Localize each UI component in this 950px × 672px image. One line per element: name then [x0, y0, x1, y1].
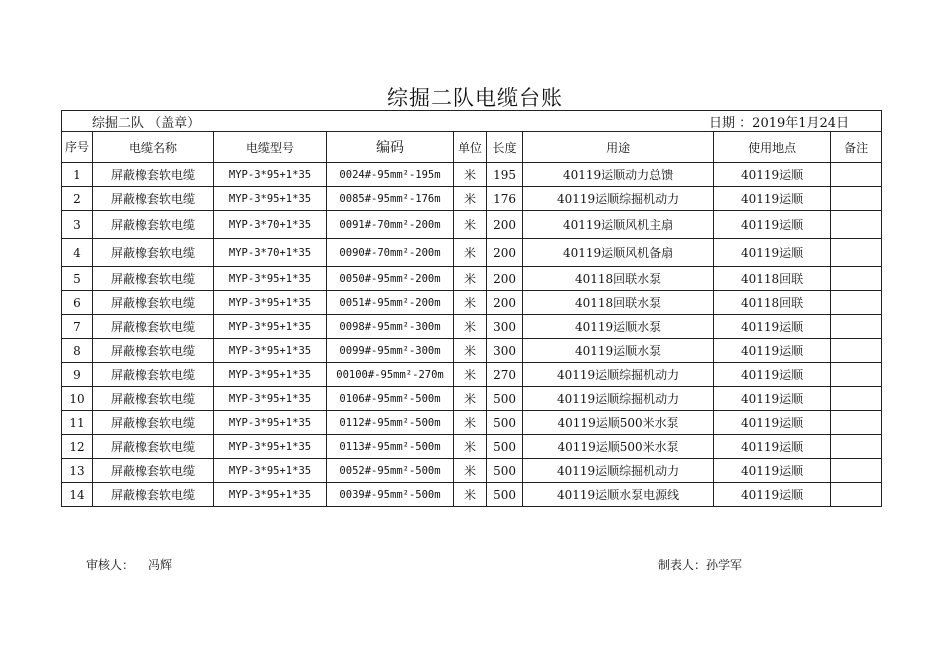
- cell-unit: 米: [454, 363, 487, 387]
- header-unit: 单位: [454, 132, 487, 163]
- cell-cable-code: 0098#-95mm²-300m: [327, 315, 454, 339]
- cell-use: 40118回联水泵: [523, 267, 714, 291]
- cell-length: 500: [487, 459, 523, 483]
- cell-location: 40119运顺: [714, 211, 831, 239]
- cell-cable-code: 0039#-95mm²-500m: [327, 483, 454, 507]
- table-row: [62, 459, 882, 483]
- cell-use: 40119运顺综掘机动力: [523, 387, 714, 411]
- cell-unit: 米: [454, 483, 487, 507]
- cell-cable-model: MYP-3*95+1*35: [214, 267, 327, 291]
- cell-length: 300: [487, 315, 523, 339]
- cell-use: 40119运顺综掘机动力: [523, 363, 714, 387]
- maker-label: 制表人：: [658, 558, 707, 572]
- cell-seq: 2: [62, 187, 93, 211]
- cell-location: 40119运顺: [714, 435, 831, 459]
- header-seq: 序号: [62, 132, 93, 163]
- info-row: [62, 111, 882, 132]
- cell-remark: [831, 315, 882, 339]
- cell-length: 176: [487, 187, 523, 211]
- header-length: 长度: [487, 132, 523, 163]
- cell-cable-model: MYP-3*95+1*35: [214, 435, 327, 459]
- cell-cable-code: 0091#-70mm²-200m: [327, 211, 454, 239]
- cell-remark: [831, 411, 882, 435]
- cell-location: 40119运顺: [714, 187, 831, 211]
- table-row: [62, 435, 882, 459]
- cell-cable-model: MYP-3*70+1*35: [214, 211, 327, 239]
- cell-location: 40119运顺: [714, 459, 831, 483]
- cell-unit: 米: [454, 291, 487, 315]
- cell-seq: 10: [62, 387, 93, 411]
- cell-cable-name: 屏蔽橡套软电缆: [93, 187, 214, 211]
- cell-use: 40119运顺水泵: [523, 339, 714, 363]
- cell-cable-model: MYP-3*95+1*35: [214, 483, 327, 507]
- cell-cable-code: 00100#-95mm²-270m: [327, 363, 454, 387]
- cell-location: 40119运顺: [714, 239, 831, 267]
- cell-unit: 米: [454, 239, 487, 267]
- cell-seq: 3: [62, 211, 93, 239]
- cell-location: 40119运顺: [714, 387, 831, 411]
- cell-cable-model: MYP-3*95+1*35: [214, 363, 327, 387]
- cell-seq: 14: [62, 483, 93, 507]
- cell-cable-code: 0052#-95mm²-500m: [327, 459, 454, 483]
- cell-remark: [831, 211, 882, 239]
- header-model: 电缆型号: [214, 132, 327, 163]
- cell-cable-code: 0090#-70mm²-200m: [327, 239, 454, 267]
- cell-use: 40119运顺水泵: [523, 315, 714, 339]
- cell-cable-model: MYP-3*95+1*35: [214, 163, 327, 187]
- cell-remark: [831, 483, 882, 507]
- cell-cable-code: 0085#-95mm²-176m: [327, 187, 454, 211]
- table-row: [62, 363, 882, 387]
- cell-seq: 1: [62, 163, 93, 187]
- cell-cable-model: MYP-3*95+1*35: [214, 387, 327, 411]
- cell-unit: 米: [454, 315, 487, 339]
- table-row: [62, 315, 882, 339]
- cell-cable-name: 屏蔽橡套软电缆: [93, 211, 214, 239]
- cell-remark: [831, 239, 882, 267]
- cell-unit: 米: [454, 387, 487, 411]
- cell-length: 500: [487, 387, 523, 411]
- cell-unit: 米: [454, 435, 487, 459]
- header-remark: 备注: [831, 132, 882, 163]
- cell-location: 40118回联: [714, 291, 831, 315]
- cell-length: 200: [487, 291, 523, 315]
- cell-cable-code: 0112#-95mm²-500m: [327, 411, 454, 435]
- cell-cable-name: 屏蔽橡套软电缆: [93, 459, 214, 483]
- cell-cable-model: MYP-3*95+1*35: [214, 411, 327, 435]
- cell-cable-name: 屏蔽橡套软电缆: [93, 239, 214, 267]
- cell-seq: 11: [62, 411, 93, 435]
- cell-use: 40118回联水泵: [523, 291, 714, 315]
- cell-seq: 4: [62, 239, 93, 267]
- cell-cable-name: 屏蔽橡套软电缆: [93, 339, 214, 363]
- cell-cable-model: MYP-3*95+1*35: [214, 187, 327, 211]
- cell-seq: 13: [62, 459, 93, 483]
- cell-cable-code: 0050#-95mm²-200m: [327, 267, 454, 291]
- cell-use: 40119运顺综掘机动力: [523, 459, 714, 483]
- cell-cable-code: 0051#-95mm²-200m: [327, 291, 454, 315]
- cell-unit: 米: [454, 267, 487, 291]
- cell-cable-name: 屏蔽橡套软电缆: [93, 267, 214, 291]
- cell-remark: [831, 435, 882, 459]
- table-row: [62, 163, 882, 187]
- cell-length: 500: [487, 483, 523, 507]
- cell-seq: 7: [62, 315, 93, 339]
- cell-length: 200: [487, 211, 523, 239]
- cell-location: 40119运顺: [714, 483, 831, 507]
- cell-use: 40119运顺风机主扇: [523, 211, 714, 239]
- cell-use: 40119运顺水泵电源线: [523, 483, 714, 507]
- header-location: 使用地点: [714, 132, 831, 163]
- cell-remark: [831, 187, 882, 211]
- cell-cable-name: 屏蔽橡套软电缆: [93, 291, 214, 315]
- team-stamp-label: 综掘二队 （盖章）: [62, 111, 523, 132]
- reviewer-name: 冯辉: [148, 558, 173, 572]
- cell-remark: [831, 267, 882, 291]
- cell-location: 40119运顺: [714, 163, 831, 187]
- maker-signoff: [658, 556, 742, 573]
- ledger-body: [62, 111, 882, 507]
- cell-unit: 米: [454, 459, 487, 483]
- date-label: 日期 ：: [709, 115, 753, 131]
- cell-unit: 米: [454, 187, 487, 211]
- cell-use: 40119运顺风机备扇: [523, 239, 714, 267]
- cell-cable-model: MYP-3*95+1*35: [214, 459, 327, 483]
- reviewer-signoff: [86, 556, 172, 573]
- cell-use: 40119运顺500米水泵: [523, 411, 714, 435]
- table-row: [62, 211, 882, 239]
- date-cell: [523, 111, 882, 132]
- cell-length: 200: [487, 239, 523, 267]
- cell-unit: 米: [454, 339, 487, 363]
- header-code: 编码: [327, 132, 454, 163]
- header-use: 用途: [523, 132, 714, 163]
- table-row: [62, 387, 882, 411]
- cell-remark: [831, 339, 882, 363]
- reviewer-label: 审核人：: [86, 558, 135, 572]
- cell-location: 40118回联: [714, 267, 831, 291]
- table-row: [62, 267, 882, 291]
- cell-location: 40119运顺: [714, 315, 831, 339]
- cell-use: 40119运顺500米水泵: [523, 435, 714, 459]
- cell-cable-model: MYP-3*95+1*35: [214, 339, 327, 363]
- cell-unit: 米: [454, 411, 487, 435]
- cell-location: 40119运顺: [714, 339, 831, 363]
- cell-length: 300: [487, 339, 523, 363]
- table-row: [62, 339, 882, 363]
- cell-cable-name: 屏蔽橡套软电缆: [93, 411, 214, 435]
- cell-cable-code: 0024#-95mm²-195m: [327, 163, 454, 187]
- cell-cable-code: 0106#-95mm²-500m: [327, 387, 454, 411]
- table-row: [62, 187, 882, 211]
- cell-cable-name: 屏蔽橡套软电缆: [93, 363, 214, 387]
- cell-location: 40119运顺: [714, 363, 831, 387]
- cell-cable-name: 屏蔽橡套软电缆: [93, 387, 214, 411]
- header-name: 电缆名称: [93, 132, 214, 163]
- cell-unit: 米: [454, 211, 487, 239]
- cell-remark: [831, 387, 882, 411]
- cable-ledger-table: [61, 110, 882, 507]
- table-row: [62, 411, 882, 435]
- cell-length: 270: [487, 363, 523, 387]
- cell-remark: [831, 163, 882, 187]
- cell-unit: 米: [454, 163, 487, 187]
- cell-length: 195: [487, 163, 523, 187]
- cell-remark: [831, 363, 882, 387]
- cell-seq: 6: [62, 291, 93, 315]
- cell-remark: [831, 459, 882, 483]
- cell-cable-model: MYP-3*95+1*35: [214, 291, 327, 315]
- cell-length: 200: [487, 267, 523, 291]
- cell-cable-code: 0099#-95mm²-300m: [327, 339, 454, 363]
- table-row: [62, 239, 882, 267]
- cell-cable-name: 屏蔽橡套软电缆: [93, 483, 214, 507]
- table-row: [62, 483, 882, 507]
- cell-length: 500: [487, 411, 523, 435]
- cell-cable-model: MYP-3*70+1*35: [214, 239, 327, 267]
- cell-cable-code: 0113#-95mm²-500m: [327, 435, 454, 459]
- cell-length: 500: [487, 435, 523, 459]
- header-row: [62, 132, 882, 163]
- cell-use: 40119运顺综掘机动力: [523, 187, 714, 211]
- cell-cable-model: MYP-3*95+1*35: [214, 315, 327, 339]
- table-row: [62, 291, 882, 315]
- cell-seq: 9: [62, 363, 93, 387]
- cell-cable-name: 屏蔽橡套软电缆: [93, 315, 214, 339]
- maker-name: 孙学军: [706, 558, 743, 572]
- cell-seq: 8: [62, 339, 93, 363]
- date-value: 2019年1月24日: [752, 115, 850, 131]
- cell-remark: [831, 291, 882, 315]
- document-title: 综掘二队电缆台账: [387, 86, 563, 110]
- cell-cable-name: 屏蔽橡套软电缆: [93, 163, 214, 187]
- cell-cable-name: 屏蔽橡套软电缆: [93, 435, 214, 459]
- cell-location: 40119运顺: [714, 411, 831, 435]
- cell-seq: 12: [62, 435, 93, 459]
- cell-seq: 5: [62, 267, 93, 291]
- cell-use: 40119运顺动力总馈: [523, 163, 714, 187]
